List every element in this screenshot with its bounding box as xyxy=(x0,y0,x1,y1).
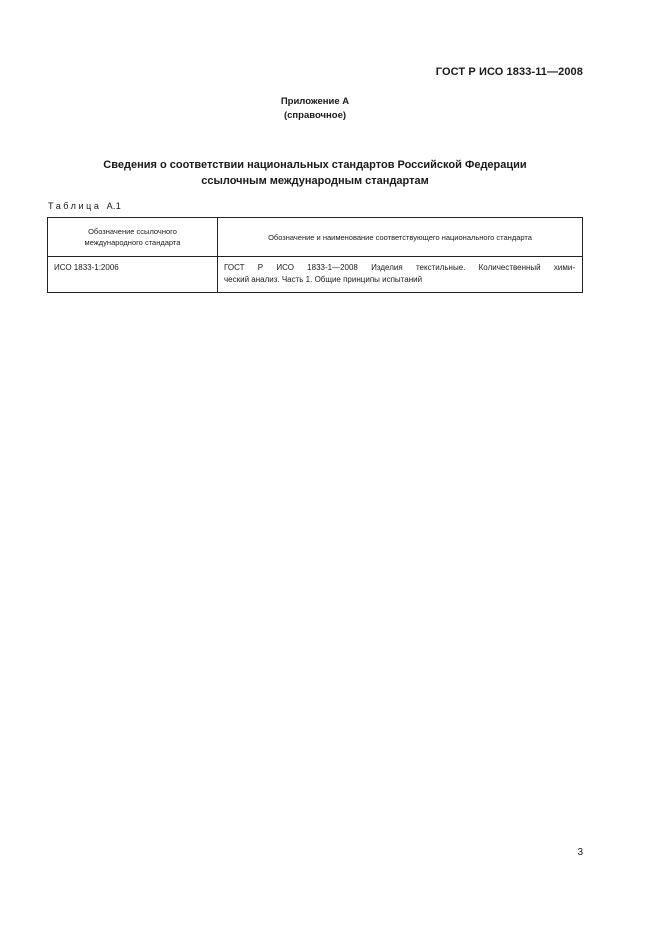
table-header-row xyxy=(48,218,583,257)
header-col1-line1: Обозначение ссылочного xyxy=(88,227,177,236)
section-title xyxy=(0,157,630,189)
annex-title: Приложение А xyxy=(280,96,350,107)
cell-national-line2: ческий анализ. Часть 1. Общие принципы испытаний xyxy=(224,275,423,284)
table-caption xyxy=(48,201,121,211)
table-row xyxy=(48,257,583,293)
annex-heading xyxy=(0,95,630,123)
cell-national-line1: ГОСТ Р ИСО 1833-1—2008 Изделия текстильные. Количественный хими- xyxy=(224,263,575,272)
section-title-line1: Сведения о соответствии национальных стандартов Российской Федерации xyxy=(103,159,527,171)
cell-national-standard xyxy=(218,257,583,293)
correspondence-table xyxy=(47,217,583,293)
annex-type: (справочное) xyxy=(283,110,347,121)
table-number: А.1 xyxy=(106,201,122,211)
table-label: Таблица xyxy=(48,201,102,211)
page-number: 3 xyxy=(577,847,583,858)
header-national-standard: Обозначение и наименование соответствующего национального стандарта xyxy=(218,218,583,257)
section-title-line2: ссылочным международным стандартам xyxy=(201,175,429,187)
cell-international-standard: ИСО 1833-1:2006 xyxy=(48,257,218,293)
header-international-standard xyxy=(48,218,218,257)
document-code: ГОСТ Р ИСО 1833-11—2008 xyxy=(435,66,583,78)
header-col1-line2: международного стандарта xyxy=(84,238,181,247)
